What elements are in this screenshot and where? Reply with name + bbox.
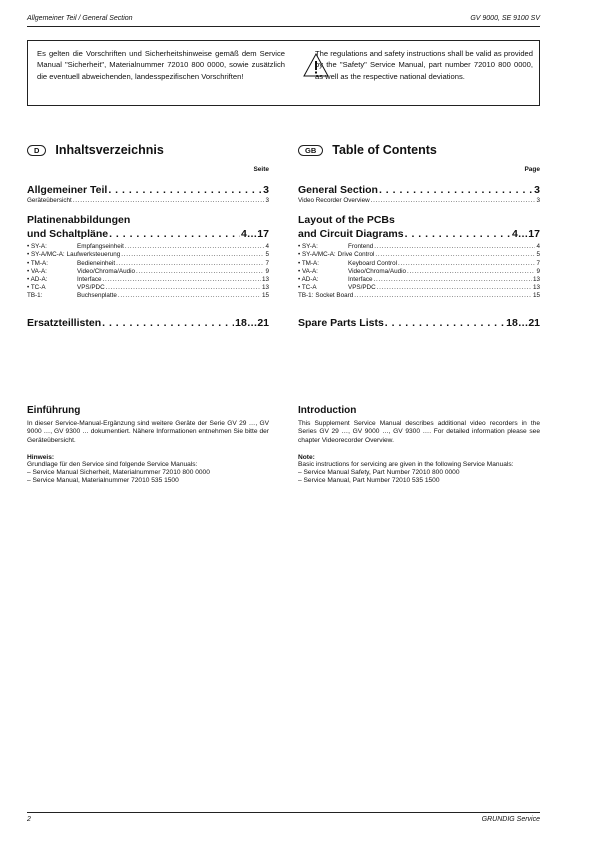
toc-entry-general[interactable] <box>27 183 269 197</box>
toc-en-heading <box>298 143 540 157</box>
toc-entry-label: and Circuit Diagrams <box>298 228 404 241</box>
leader-dots <box>103 276 261 284</box>
safety-notice <box>27 40 540 106</box>
toc-subentry[interactable] <box>27 284 269 292</box>
language-badge-de: D <box>27 145 46 156</box>
header-rule <box>27 26 540 27</box>
toc-subentry[interactable] <box>298 243 540 251</box>
toc-entry-page: 15 <box>261 292 269 300</box>
toc-subentry[interactable] <box>298 251 540 259</box>
page-column-label: Seite <box>253 166 269 173</box>
toc-section-pcb-title: Layout of the PCBs <box>298 214 395 227</box>
board-code: • TM-A: <box>298 259 319 267</box>
board-code: • TC-A <box>27 284 46 292</box>
toc-subentry[interactable] <box>298 284 540 292</box>
toc-subentry[interactable] <box>27 276 269 284</box>
leader-dots <box>379 183 533 197</box>
toc-subentry[interactable] <box>27 260 269 268</box>
toc-entry-page: 13 <box>261 284 269 292</box>
toc-subentry[interactable] <box>27 292 269 300</box>
leader-dots <box>108 183 262 197</box>
note-de-item: – Service Manual, Materialnummer 72010 535 1500 <box>27 477 179 485</box>
footer-rule <box>27 812 540 813</box>
toc-entry-page: 3 <box>534 184 540 196</box>
note-de-title: Hinweis: <box>27 453 55 461</box>
leader-dots <box>374 243 535 251</box>
footer-brand: GRUNDIG Service <box>481 816 540 823</box>
toc-entry-label: Empfangseinheit <box>77 243 124 251</box>
page-column-label: Page <box>524 166 540 173</box>
board-code: • SY-A/MC-A: <box>298 251 336 259</box>
board-code: • SY-A/MC-A: <box>27 251 65 259</box>
toc-subentry[interactable] <box>298 268 540 276</box>
toc-entry-label: Video Recorder Overview <box>298 197 370 204</box>
board-code: • VA-A: <box>27 267 47 275</box>
toc-entry-page: 4…17 <box>240 228 269 241</box>
intro-de-text: In dieser Service-Manual-Ergänzung sind weitere Geräte der Serie GV 29 …, GV 9000 …, GV 9300 … dokumentiert. Nähere Informationen entnehmen Sie bitte der Geräteübersicht. <box>27 420 269 444</box>
toc-subentry-overview[interactable] <box>27 197 269 205</box>
toc-entry-label: Buchsenplatte <box>77 292 117 300</box>
toc-entry-pcb[interactable] <box>298 227 540 241</box>
note-en-item: – Service Manual Safety, Part Number 72010 800 0000 <box>298 469 460 477</box>
board-code: TB-1: <box>298 292 314 300</box>
leader-dots <box>375 251 535 259</box>
leader-dots <box>405 227 511 241</box>
toc-entry-label: Allgemeiner Teil <box>27 184 108 196</box>
toc-subentry[interactable] <box>27 243 269 251</box>
board-code: • SY-A: <box>298 243 318 251</box>
toc-entry-page: 15 <box>532 292 540 300</box>
leader-dots <box>374 276 532 284</box>
toc-entry-label: Interface <box>348 276 373 284</box>
leader-dots <box>136 268 264 276</box>
intro-en-text: This Supplement Service Manual describes additional video recorders in the Series GV 29 …, GV 9000 …, GV 9300 …. For detailed information please see chapter Videorecorder Overview. <box>298 420 540 444</box>
board-code: • VA-A: <box>298 267 318 275</box>
toc-entry-page: 7 <box>265 259 269 267</box>
safety-notice-de: Es gelten die Vorschriften und Sicherheitshinweise gemäß dem Service Manual "Sicherheit", Materialnummer 72010 800 0000, sowie zusätzlich die eventuell abweichenden, landesspezifischen Vorschriften! <box>37 49 285 81</box>
running-header-right: GV 9000, SE 9100 SV <box>470 15 540 22</box>
toc-entry-page: 7 <box>536 259 540 267</box>
toc-entry-page: 5 <box>536 251 540 259</box>
toc-entry-page: 9 <box>265 267 269 275</box>
toc-entry-pcb[interactable] <box>27 227 269 241</box>
toc-entry-page: 13 <box>532 276 540 284</box>
toc-entry-label: Socket Board <box>315 292 354 300</box>
note-en-title: Note: <box>298 453 315 461</box>
toc-entry-page: 4…17 <box>511 228 540 241</box>
page-number: 2 <box>27 816 31 823</box>
note-en-text: Basic instructions for servicing are given in the following Service Manuals: <box>298 460 514 468</box>
toc-entry-label: VPS/PDC <box>77 284 105 292</box>
toc-entry-label: Ersatzteillisten <box>27 316 102 329</box>
toc-subentry[interactable] <box>298 276 540 284</box>
leader-dots <box>73 197 265 205</box>
board-code: • TM-A: <box>27 259 48 267</box>
toc-de-title: Inhaltsverzeichnis <box>55 143 164 157</box>
toc-de-heading <box>27 143 269 157</box>
board-code: • TC-A <box>298 284 317 292</box>
leader-dots <box>102 316 234 330</box>
safety-notice-en: The regulations and safety instructions shall be valid as provided by the "Safety" Service Manual, part number 72010 800 0000, as well as the respective national deviations. <box>315 49 533 81</box>
toc-entry-label: Video/Chroma/Audio <box>77 267 135 275</box>
intro-de-title: Einführung <box>27 405 81 416</box>
leader-dots <box>109 227 240 241</box>
leader-dots <box>121 251 264 259</box>
toc-subentry[interactable] <box>27 251 269 259</box>
toc-entry-page: 9 <box>536 267 540 275</box>
toc-subentry[interactable] <box>298 292 540 300</box>
toc-entry-label: Frontend <box>348 243 374 251</box>
leader-dots <box>118 292 261 300</box>
language-badge-gb: GB <box>298 145 323 156</box>
board-code: • AD-A: <box>298 276 319 284</box>
toc-entry-label: Video/Chroma/Audio <box>348 267 406 275</box>
toc-entry-label: Bedieneinheit <box>77 259 116 267</box>
toc-subentry[interactable] <box>298 260 540 268</box>
toc-subentry[interactable] <box>27 268 269 276</box>
toc-entry-label: Spare Parts Lists <box>298 316 384 329</box>
running-header-left: Allgemeiner Teil / General Section <box>27 15 133 22</box>
toc-entry-page: 18…21 <box>235 316 269 329</box>
toc-entry-page: 5 <box>265 251 269 259</box>
leader-dots <box>125 243 265 251</box>
toc-entry-label: und Schaltpläne <box>27 228 109 241</box>
intro-en-title: Introduction <box>298 405 357 416</box>
toc-entry-label: Drive Control <box>337 251 375 259</box>
toc-entry-page: 13 <box>532 284 540 292</box>
toc-en-title: Table of Contents <box>332 143 437 157</box>
toc-pcb-list <box>298 243 540 300</box>
toc-entry-page: 3 <box>263 184 269 196</box>
toc-de <box>27 143 269 330</box>
leader-dots <box>116 260 264 268</box>
board-code: • AD-A: <box>27 276 48 284</box>
toc-entry-label: VPS/PDC <box>348 284 376 292</box>
board-code: • SY-A: <box>27 243 47 251</box>
leader-dots <box>354 292 532 300</box>
toc-entry-page: 4 <box>536 243 540 251</box>
note-de-text: Grundlage für den Service sind folgende Service Manuals: <box>27 460 198 468</box>
toc-entry-label: General Section <box>298 184 378 196</box>
toc-entry-page: 3 <box>536 197 540 204</box>
intro-de <box>27 405 269 486</box>
toc-section-pcb-title: Platinenabbildungen <box>27 214 131 227</box>
toc-entry-label: Geräteübersicht <box>27 197 72 204</box>
toc-entry-page: 13 <box>261 276 269 284</box>
note-de-item: – Service Manual Sicherheit, Materialnummer 72010 800 0000 <box>27 469 210 477</box>
leader-dots <box>385 316 505 330</box>
note-en-item: – Service Manual, Part Number 72010 535 1500 <box>298 477 440 485</box>
leader-dots <box>371 197 536 205</box>
toc-subentry-overview[interactable] <box>298 197 540 205</box>
toc-entry-label: Keyboard Control <box>348 259 398 267</box>
toc-entry-page: 18…21 <box>506 316 540 329</box>
leader-dots <box>407 268 535 276</box>
toc-en <box>298 143 540 330</box>
toc-entry-page: 3 <box>265 197 269 204</box>
toc-entry-general[interactable] <box>298 183 540 197</box>
toc-entry-label: Interface <box>77 276 102 284</box>
leader-dots <box>377 284 532 292</box>
toc-entry-spares[interactable] <box>298 316 540 330</box>
board-code: TB-1: <box>27 292 43 300</box>
leader-dots <box>106 284 261 292</box>
toc-entry-label: Laufwerksteuerung <box>66 251 121 259</box>
leader-dots <box>398 260 535 268</box>
toc-entry-spares[interactable] <box>27 316 269 330</box>
intro-en <box>298 405 540 486</box>
toc-pcb-list <box>27 243 269 300</box>
toc-entry-page: 4 <box>265 243 269 251</box>
